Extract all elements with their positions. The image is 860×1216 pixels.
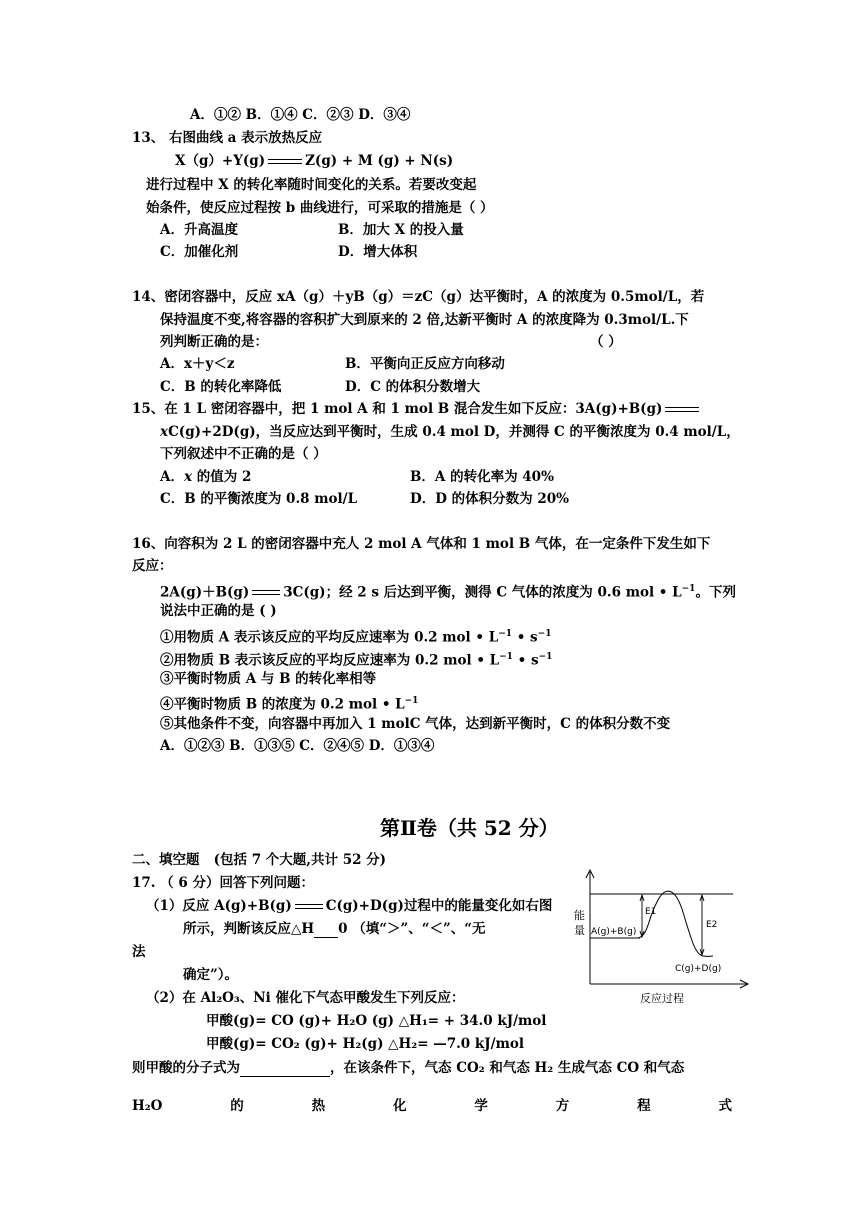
q16-s1-sup1: −1 <box>498 629 513 639</box>
q15-line2-text: C(g)+2D(g)，当反应达到平衡时，生成 0.4 mol D，并测得 C 的平衡浓度为 0.4 mol/L， <box>168 424 740 440</box>
q15-option-a <box>160 468 251 486</box>
q17-p1-l2-pre: 所示，判断该反应△H <box>183 921 315 937</box>
q16-line1: 16、向容积为 2 L 的密闭容器中充人 2 mol A 气体和 1 mol B 气体，在一定条件下发生如下 <box>132 536 711 552</box>
equilibrium-arrow-icon <box>268 157 302 167</box>
q17-last-pre: 则甲酸的分子式为 <box>132 1060 240 1076</box>
reactant-label: A(g)+B(g) <box>591 927 637 937</box>
q16-statement-1 <box>160 625 551 647</box>
q16-eq-left: 2A(g)＋B(g) <box>160 584 250 601</box>
q15-line1-text: 15、在 1 L 密闭容器中，把 1 mol A 和 1 mol B 混合发生如下反应：3A(g)+B(g) <box>132 401 663 417</box>
equilibrium-arrow-icon <box>252 588 280 598</box>
section-heading <box>132 851 386 869</box>
q17-bottom-word: 化 <box>393 1098 407 1114</box>
q14-line1: 14、密闭容器中，反应 xA（g）＋yB（g）＝zC（g）达平衡时，A 的浓度为 0.5mol/L，若 <box>132 289 705 305</box>
q15-line1 <box>132 400 702 418</box>
q16-options: A．①②③ B．①③⑤ C．②④⑤ D．①③④ <box>160 738 435 754</box>
y-axis-label-2: 量 <box>574 924 585 937</box>
q12-options: A．①② B．①④ C．②③ D．③④ <box>190 107 411 123</box>
q16-s2-sup2: −1 <box>538 652 553 662</box>
q13-option-d: D．增大体积 <box>338 244 418 260</box>
q13-line3: 进行过程中 X 的转化率随时间变化的关系。若要改变起 <box>146 177 477 193</box>
energy-diagram <box>568 864 758 1012</box>
q17-last-line <box>132 1059 684 1077</box>
y-axis-label-1: 能 <box>574 909 585 922</box>
q16-statement-2 <box>160 648 552 670</box>
q14-option-d: D．C 的体积分数增大 <box>345 379 481 395</box>
equilibrium-arrow-icon <box>295 902 323 912</box>
q16-s4-sup: −1 <box>404 696 419 706</box>
equilibrium-arrow-icon <box>665 405 699 415</box>
q13-option-b: B．加大 X 的投入量 <box>338 222 464 238</box>
q17-part1-line4: 确定”）。 <box>183 967 239 983</box>
q17-reaction-2: 甲酸(g)= CO₂ (g)+ H₂(g) △H₂= —7.0 kJ/mol <box>206 1036 524 1052</box>
q17-p1-pre: （1）反应 A(g)+B(g) <box>146 898 292 914</box>
q17-part1-line2 <box>183 920 486 938</box>
q17-last-post: ，在该条件下，气态 CO₂ 和气态 H₂ 生成气态 CO 和气态 <box>330 1060 685 1076</box>
section-heading-note: (包括 7 个大题,共计 52 分) <box>213 852 387 868</box>
q17-bottom-word: 程 <box>637 1098 651 1114</box>
q17-p1-post: C(g)+D(g)过程中的能量变化如右图 <box>325 898 553 914</box>
q15-option-a-label: A． <box>160 469 184 485</box>
answer-blank[interactable] <box>240 1062 330 1077</box>
q16-s1-text: ①用物质 A 表示该反应的平均反应速率为 0.2 mol • L <box>160 629 499 646</box>
q14-line3: 列判断正确的是： <box>160 334 268 350</box>
q13-eq-right: Z(g) + M (g) + N(s) <box>305 153 454 169</box>
q14-option-b: B．平衡向正反应方向移动 <box>345 356 505 372</box>
q16-sup: −1 <box>681 584 696 594</box>
q17-part1 <box>146 897 552 915</box>
q16-line4: 说法中正确的是 ( ) <box>160 603 277 619</box>
q16-line3 <box>160 580 736 602</box>
q13-equation <box>175 152 453 170</box>
q17-bottom-line <box>132 1097 732 1115</box>
e1-label: E1 <box>645 907 657 917</box>
q17-p1-l2-mid: 0 （填“＞”、“＜”、“无 <box>338 921 486 937</box>
q16-line2: 反应： <box>132 558 173 574</box>
q15-line2 <box>160 423 740 441</box>
q16-s1-mid: • s <box>512 629 538 646</box>
q17-bottom-word: 学 <box>474 1098 488 1114</box>
q16-statement-5: ⑤其他条件不变，向容器中再加入 1 molC 气体，达到新平衡时，C 的体积分数不变 <box>160 716 671 732</box>
q17-part2: （2）在 Al₂O₃、Ni 催化下气态甲酸发生下列反应： <box>146 990 465 1006</box>
q15-line3: 下列叙述中不正确的是（ ） <box>160 446 327 462</box>
q14-line2: 保持温度不变,将容器的容积扩大到原来的 2 倍,达新平衡时 A 的浓度降为 0.3mol/L.下 <box>160 312 689 328</box>
q14-option-a: A．x＋y＜z <box>160 356 235 372</box>
q17-bottom-word: 热 <box>311 1098 326 1114</box>
q15-option-b: B．A 的转化率为 40% <box>410 469 554 485</box>
q16-s2-mid: • s <box>512 652 539 669</box>
q17-line1: 17. （ 6 分）回答下列问题： <box>132 875 314 891</box>
q15-option-d: D．D 的体积分数为 20% <box>410 491 569 507</box>
section-heading-main: 二、填空题 <box>132 852 200 868</box>
q13-option-c: C．加催化剂 <box>160 244 239 260</box>
q15-option-a-text: 的值为 2 <box>192 469 252 485</box>
q16-eq-right: 3C(g)；经 2 s 后达到平衡，测得 C 气体的浓度为 0.6 mol • L <box>283 584 682 601</box>
q15-option-c: C．B 的平衡浓度为 0.8 mol/L <box>160 491 358 507</box>
q17-reaction-1: 甲酸(g)= CO (g)+ H₂O (g) △H₁= + 34.0 kJ/mol <box>206 1013 547 1029</box>
q17-part1-line3: 法 <box>132 944 146 960</box>
q15-option-a-var: x <box>183 469 193 485</box>
q16-line3-end: 。下列 <box>695 584 736 601</box>
q17-bottom-word: 方 <box>555 1098 570 1114</box>
e2-label: E2 <box>706 920 718 930</box>
q16-statement-4 <box>160 692 418 714</box>
answer-blank[interactable] <box>314 923 338 938</box>
q16-s2-sup1: −1 <box>499 652 513 662</box>
q14-option-c: C．B 的转化率降低 <box>160 379 282 395</box>
q17-bottom-word: H₂O <box>132 1098 163 1114</box>
q13-line4: 始条件，使反应过程按 b 曲线进行，可采取的措施是（ ） <box>146 200 494 216</box>
q13-option-a: A．升高温度 <box>160 222 238 238</box>
x-axis-label: 反应过程 <box>640 992 684 1005</box>
section-title: 第Ⅱ卷（共 52 分） <box>380 816 559 840</box>
q17-bottom-word: 的 <box>230 1098 244 1114</box>
q17-bottom-word: 式 <box>718 1098 732 1114</box>
product-label: C(g)+D(g) <box>675 964 722 974</box>
q16-statement-3: ③平衡时物质 A 与 B 的转化率相等 <box>160 671 377 687</box>
q13-eq-left: X（g）+Y(g) <box>175 153 266 169</box>
q15-x-var: x <box>160 424 169 440</box>
q16-s2-text: ②用物质 B 表示该反应的平均反应速率为 0.2 mol • L <box>160 652 500 669</box>
q16-s4-text: ④平衡时物质 B 的浓度为 0.2 mol • L <box>160 696 405 713</box>
q13-stem: 13、 右图曲线 a 表示放热反应 <box>132 130 323 146</box>
q14-answer-paren: （ ） <box>590 334 622 350</box>
q16-s1-sup2: −1 <box>537 629 552 639</box>
